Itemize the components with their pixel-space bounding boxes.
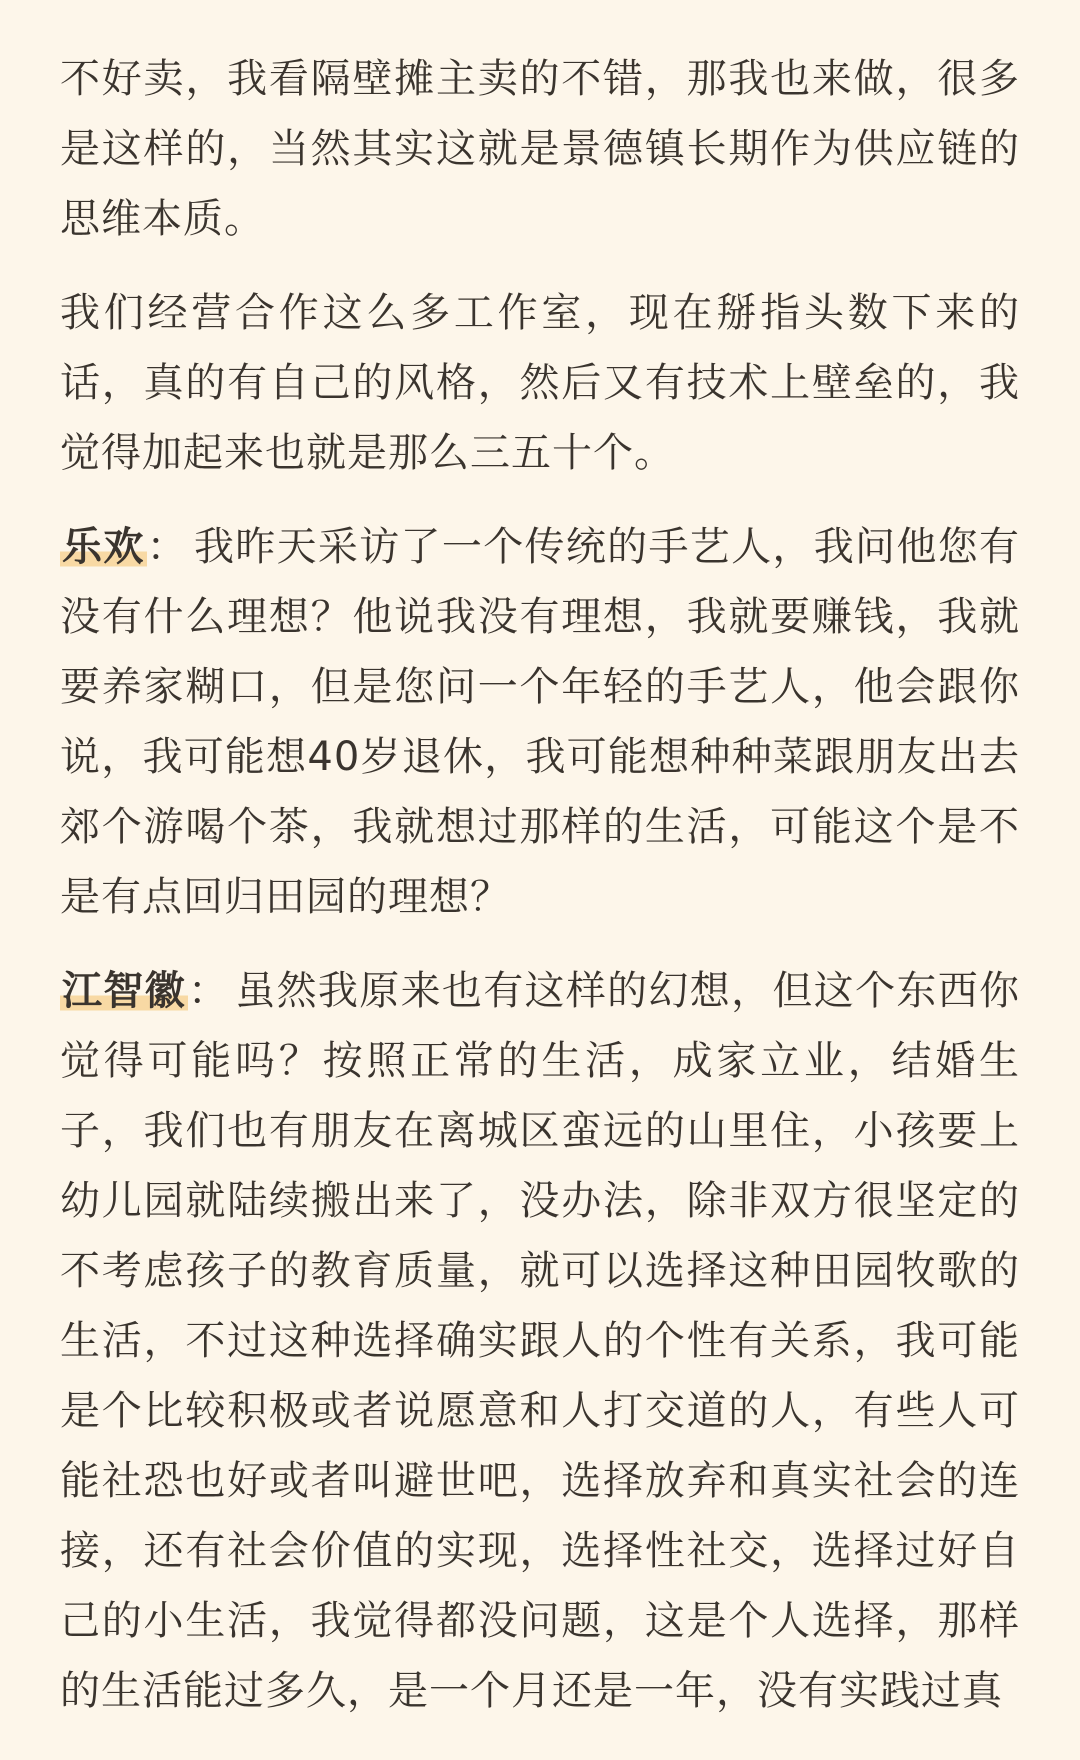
paragraph-text: 我昨天采访了一个传统的手艺人，我问他您有没有什么理想？他说我没有理想，我就要赚钱，我就要养家糊口，但是您问一个年轻的手艺人，他会跟你说，我可能想40岁退休，我可能想种种菜跟朋友出去郊个游喝个茶，我就想过那样的生活，可能这个是不是有点回归田园的理想？ xyxy=(60,524,1021,920)
paragraph-text: 我们经营合作这么多工作室，现在掰指头数下来的话，真的有自己的风格，然后又有技术上壁垒的，我觉得加起来也就是那么三五十个。 xyxy=(60,290,1020,476)
paragraph-studios xyxy=(60,278,1020,488)
speaker-name: 乐欢 xyxy=(62,524,145,570)
speaker-colon: ： xyxy=(146,524,188,570)
speaker-colon: ： xyxy=(187,968,230,1014)
speaker-name: 江智徽 xyxy=(62,968,186,1014)
paragraph-lehuan-question xyxy=(60,512,1020,932)
paragraph-text: 不好卖，我看隔壁摊主卖的不错，那我也来做，很多是这样的，当然其实这就是景德镇长期作为供应链的思维本质。 xyxy=(60,56,1020,242)
paragraph-supply-chain xyxy=(60,44,1020,254)
paragraph-jiangzhihui-answer xyxy=(60,956,1020,1726)
paragraph-text: 虽然我原来也有这样的幻想，但这个东西你觉得可能吗？按照正常的生活，成家立业，结婚生子，我们也有朋友在离城区蛮远的山里住，小孩要上幼儿园就陆续搬出来了，没办法，除非双方很坚定的不考虑孩子的教育质量，就可以选择这种田园牧歌的生活，不过这种选择确实跟人的个性有关系，我可能是个比较积极或者说愿意和人打交道的人，有些人可能社恐也好或者叫避世吧，选择放弃和真实社会的连接，还有社会价值的实现，选择性社交，选择过好自己的小生活，我觉得都没问题，这是个人选择，那样的生活能过多久，是一个月还是一年，没有实践过真 xyxy=(60,968,1021,1714)
